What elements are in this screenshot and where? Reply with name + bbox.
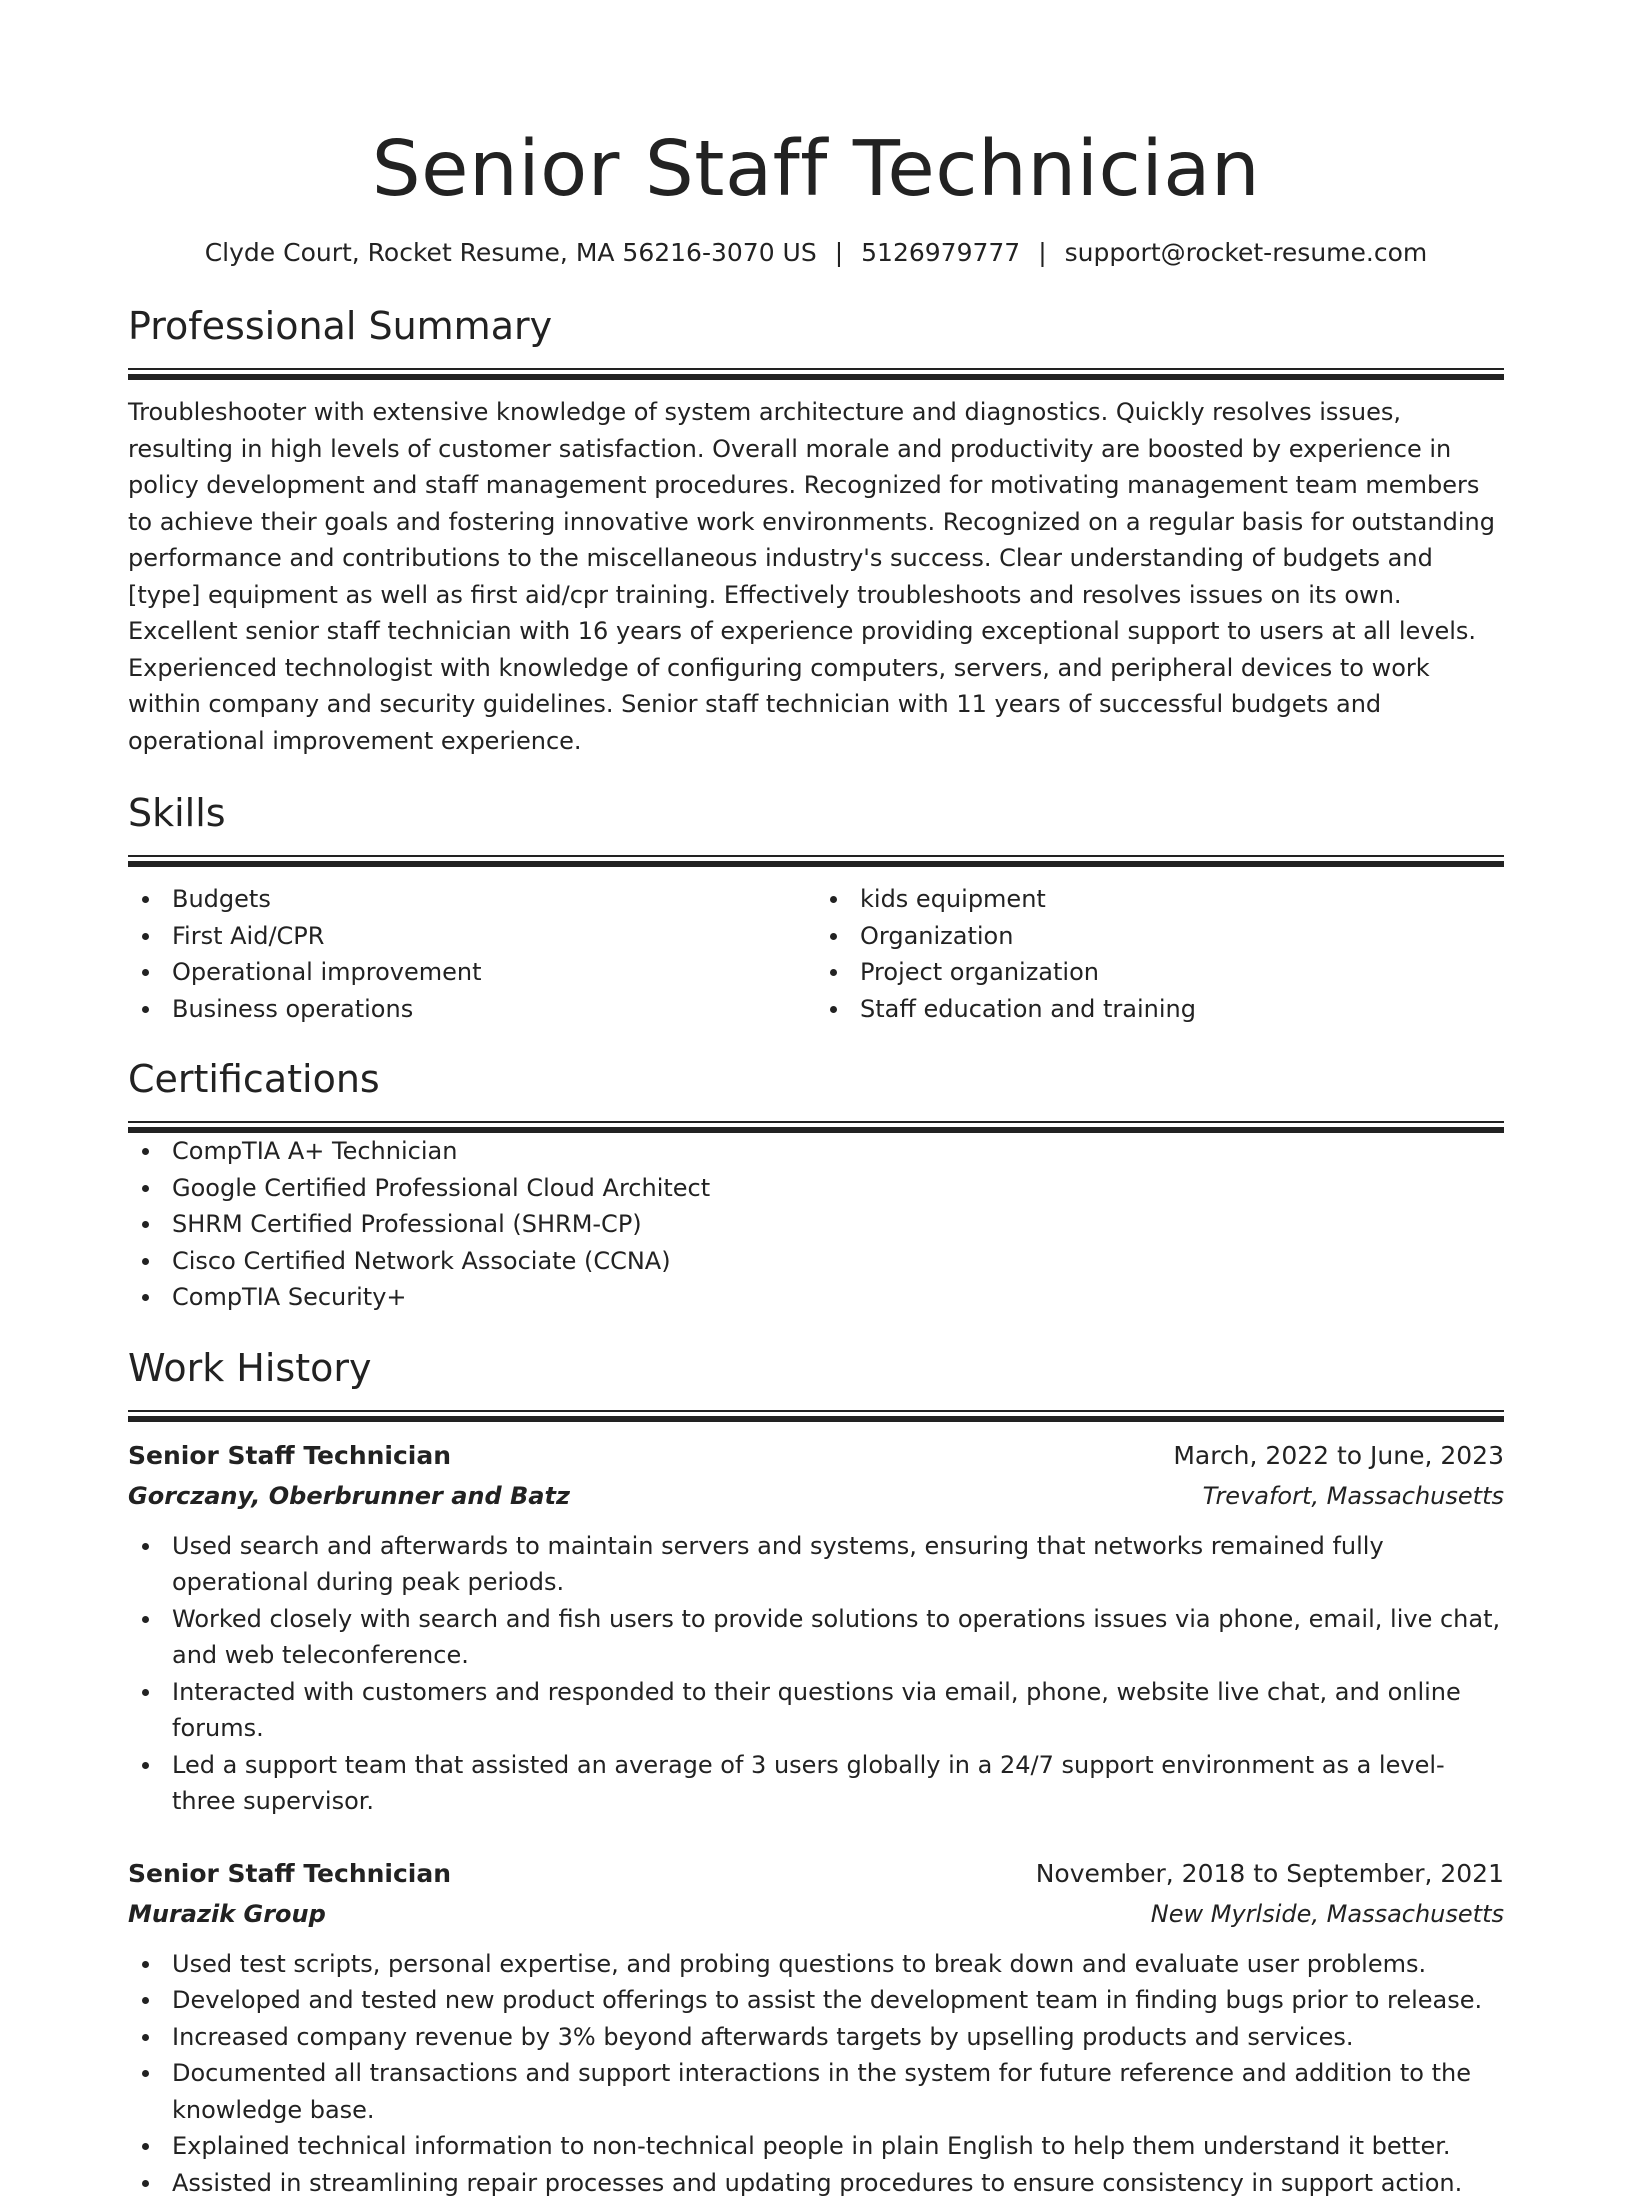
job-company-row bbox=[128, 1894, 1504, 1934]
section-title-skills: Skills bbox=[128, 787, 1504, 839]
skill-item: Budgets bbox=[128, 881, 816, 918]
resume-title: Senior Staff Technician bbox=[128, 118, 1504, 222]
skill-item: Staff education and training bbox=[816, 991, 1504, 1028]
job-company-row bbox=[128, 1476, 1504, 1516]
job-header-row bbox=[128, 1854, 1504, 1894]
job-company: Gorczany, Oberbrunner and Batz bbox=[128, 1476, 570, 1516]
summary-section bbox=[128, 300, 1504, 759]
job-bullet: Led a support team that assisted an average of 3 users globally in a 24/7 support environment as a level-three supervisor. bbox=[128, 1747, 1504, 1820]
section-title-work-history: Work History bbox=[128, 1342, 1504, 1394]
job-company: Murazik Group bbox=[128, 1894, 326, 1934]
job-bullet: Interacted with customers and responded to their questions via email, phone, website live chat, and online forums. bbox=[128, 1674, 1504, 1747]
section-divider bbox=[128, 855, 1504, 867]
summary-text: Troubleshooter with extensive knowledge of system architecture and diagnostics. Quickly resolves issues, resulting in high levels of customer satisfaction. Overall morale and productivity are boosted by experience in policy development and staff management procedures. Recognized for motivating management team members to achieve their goals and fostering innovative work environments. Recognized on a regular basis for outstanding performance and contributions to the miscellaneous industry's success. Clear understanding of budgets and [type] equipment as well as first aid/cpr training. Effectively troubleshoots and resolves issues on its own. Excellent senior staff technician with 16 years of experience providing exceptional support to users at all levels. Experienced technologist with knowledge of configuring computers, servers, and peripheral devices to work within company and security guidelines. Senior staff technician with 11 years of successful budgets and operational improvement experience. bbox=[128, 394, 1504, 759]
job-dates: March, 2022 to June, 2023 bbox=[1173, 1436, 1504, 1476]
contact-separator: | bbox=[1038, 236, 1046, 270]
skill-item: First Aid/CPR bbox=[128, 918, 816, 955]
skill-item: Project organization bbox=[816, 954, 1504, 991]
section-divider bbox=[128, 1121, 1504, 1133]
certifications-list bbox=[128, 1133, 1504, 1316]
job-bullet: Developed and tested new product offerings to assist the development team in finding bugs prior to release. bbox=[128, 1982, 1504, 2019]
skill-item: Business operations bbox=[128, 991, 816, 1028]
work-history-section bbox=[128, 1342, 1504, 2201]
skills-right-column bbox=[816, 881, 1504, 1027]
job-bullet: Worked closely with search and fish users to provide solutions to operations issues via phone, email, live chat, and web teleconference. bbox=[128, 1601, 1504, 1674]
job-title: Senior Staff Technician bbox=[128, 1436, 451, 1476]
skills-section bbox=[128, 787, 1504, 1027]
job-title: Senior Staff Technician bbox=[128, 1854, 451, 1894]
job-bullet: Used search and afterwards to maintain servers and systems, ensuring that networks remained fully operational during peak periods. bbox=[128, 1528, 1504, 1601]
certifications-section bbox=[128, 1053, 1504, 1316]
section-divider bbox=[128, 1410, 1504, 1422]
skill-item: Organization bbox=[816, 918, 1504, 955]
address: Clyde Court, Rocket Resume, MA 56216-3070 US bbox=[205, 238, 817, 267]
job-dates: November, 2018 to September, 2021 bbox=[1036, 1854, 1504, 1894]
job-bullet: Assisted in streamlining repair processes and updating procedures to ensure consistency in support action. bbox=[128, 2165, 1504, 2201]
job-bullet: Increased company revenue by 3% beyond afterwards targets by upselling products and services. bbox=[128, 2019, 1504, 2056]
job-bullets bbox=[128, 1946, 1504, 2201]
certification-item: CompTIA A+ Technician bbox=[128, 1133, 1504, 1170]
certification-item: CompTIA Security+ bbox=[128, 1279, 1504, 1316]
contact-line bbox=[128, 236, 1504, 270]
skill-item: Operational improvement bbox=[128, 954, 816, 991]
section-title-summary: Professional Summary bbox=[128, 300, 1504, 352]
certification-item: Google Certified Professional Cloud Architect bbox=[128, 1170, 1504, 1207]
skills-left-column bbox=[128, 881, 816, 1027]
contact-separator: | bbox=[835, 236, 843, 270]
skill-item: kids equipment bbox=[816, 881, 1504, 918]
job-header-row bbox=[128, 1436, 1504, 1476]
section-title-certifications: Certifications bbox=[128, 1053, 1504, 1105]
job-location: Trevafort, Massachusetts bbox=[1203, 1476, 1504, 1516]
job-bullet: Documented all transactions and support interactions in the system for future reference and addition to the knowledge base. bbox=[128, 2055, 1504, 2128]
job-location: New Myrlside, Massachusetts bbox=[1151, 1894, 1504, 1934]
email: support@rocket-resume.com bbox=[1065, 238, 1428, 267]
job-bullets bbox=[128, 1528, 1504, 1820]
job-entry bbox=[128, 1436, 1504, 1820]
section-divider bbox=[128, 368, 1504, 380]
job-bullet: Explained technical information to non-technical people in plain English to help them understand it better. bbox=[128, 2128, 1504, 2165]
certification-item: Cisco Certified Network Associate (CCNA) bbox=[128, 1243, 1504, 1280]
job-entry bbox=[128, 1854, 1504, 2201]
phone: 5126979777 bbox=[861, 238, 1020, 267]
certification-item: SHRM Certified Professional (SHRM-CP) bbox=[128, 1206, 1504, 1243]
skills-grid bbox=[128, 881, 1504, 1027]
job-bullet: Used test scripts, personal expertise, and probing questions to break down and evaluate user problems. bbox=[128, 1946, 1504, 1983]
